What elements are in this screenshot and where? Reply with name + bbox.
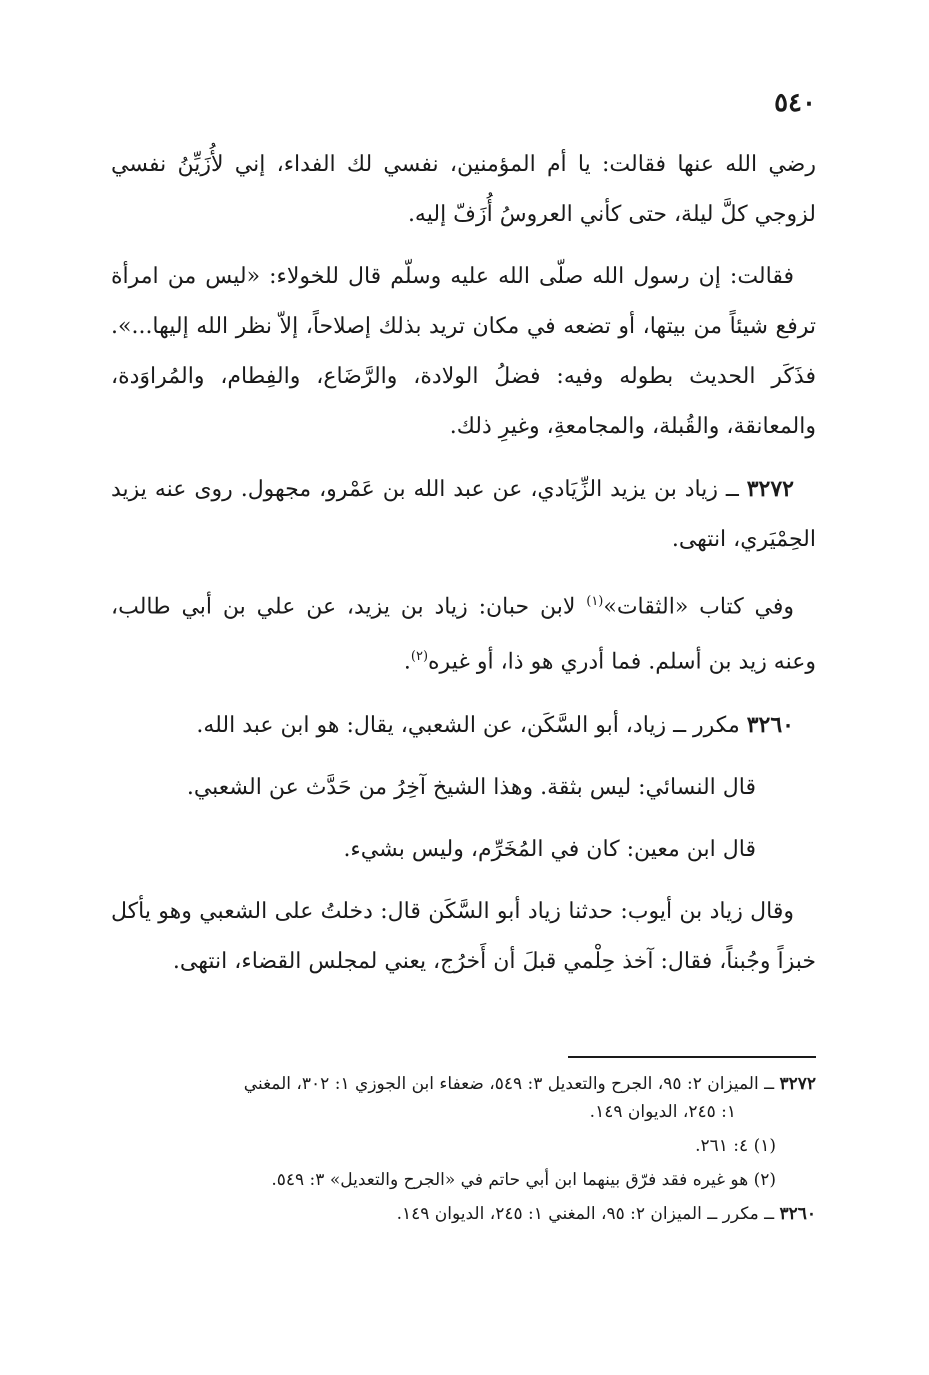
paragraph-continuation (111, 140, 816, 240)
footnote-text: هو غيره فقد فرّق بينهما ابن أبي حاتم في «الجرح والتعديل» ٣: ٥٤٩. (271, 1170, 754, 1190)
entry-3260 (111, 700, 816, 751)
quote-ibn-main (111, 825, 816, 875)
footnote-number: ٣٢٧٢ (779, 1074, 816, 1094)
quote-nasai (111, 763, 816, 813)
footnote-number: ٣٢٦٠ (779, 1204, 816, 1224)
footnote-2 (111, 1166, 816, 1194)
quote-text: قال ابن معين: كان في المُخَرِّم، وليس بشيء. (343, 836, 756, 862)
footnote-text: ٤: ٢٦١. (695, 1136, 754, 1156)
entry-3272 (111, 464, 816, 565)
footnote-3272 (111, 1070, 816, 1126)
footnote-text: ــ مكرر ــ الميزان ٢: ٩٥، المغني ١: ٢٤٥، الديوان ١٤٩. (396, 1204, 780, 1224)
paragraph-text: وفي كتاب «الثقات» (603, 594, 794, 620)
paragraph-text: فقالت: إن رسول الله صلّى الله عليه وسلّم قال للخولاء: «ليس من امرأة ترفع شيئاً من بيتها، أو تضعه في مكان تريد بذلك إصلاحاً، إلاّ نظر الله إليها...». فذَكَر الحديث بطوله وفيه: فضلُ الولادة، والرَّضَاع، والفِطام، والمُراوَدة، والمعانقة، والقُبلة، والمجامعةِ، وغيرِ ذلك. (111, 264, 816, 439)
quote-text: قال النسائي: ليس بثقة. وهذا الشيخ آخِرُ من حَدَّث عن الشعبي. (186, 774, 756, 800)
paragraph-thiqat (111, 577, 816, 688)
entry-text: مكرر ــ زياد، أبو السَّكَن، عن الشعبي، يقال: هو ابن عبد الله. (196, 712, 747, 738)
footnote-1 (111, 1132, 816, 1160)
paragraph-text: لابن حبان: زياد بن يزيد، عن علي بن أبي طالب، وعنه زيد بن أسلم. فما أدري هو ذا، أو غيره (111, 594, 816, 675)
footnote-text: ــ الميزان ٢: ٩٥، الجرح والتعديل ٣: ٥٤٩، ضعفاء ابن الجوزي ١: ٣٠٢، المغني (243, 1074, 780, 1094)
entry-number: ٣٢٦٠ (746, 711, 794, 738)
footnote-3260 (111, 1200, 816, 1228)
page-number: ٥٤٠ (774, 88, 816, 118)
footnote-marker: (٢) (410, 649, 429, 665)
paragraph-hadith (111, 252, 816, 452)
footnote-text: ١: ٢٤٥، الديوان ١٤٩. (589, 1102, 736, 1122)
paragraph-ziyad-ayyub (111, 887, 816, 987)
footnote-marker: (١) (586, 594, 604, 609)
paragraph-text: . (403, 649, 411, 675)
footnotes (111, 1070, 816, 1234)
main-text (111, 140, 816, 999)
footnote-number: (١) (753, 1136, 776, 1156)
footnote-divider (568, 1056, 816, 1058)
paragraph-text: وقال زياد بن أيوب: حدثنا زياد أبو السَّكَن قال: دخلتُ على الشعبي وهو يأكل خبزاً وجُبناً، فقال: آخذ حِلْمي قبلَ أن أَخرُج، يعني لمجلس القضاء، انتهى. (111, 898, 816, 974)
footnote-number: (٢) (753, 1170, 776, 1190)
paragraph-text: رضي الله عنها فقالت: يا أم المؤمنين، نفسي لك الفداء، إني لأُزَيِّنُ نفسي لزوجي كلَّ ليلة، حتى كأني العروسُ أُزَفّ إليه. (111, 152, 816, 227)
entry-number: ٣٢٧٢ (746, 476, 794, 502)
entry-text: ــ زياد بن يزيد الزِّيَادي، عن عبد الله بن عَمْرو، مجهول. روى عنه يزيد الحِمْيَري، انتهى. (111, 477, 816, 552)
